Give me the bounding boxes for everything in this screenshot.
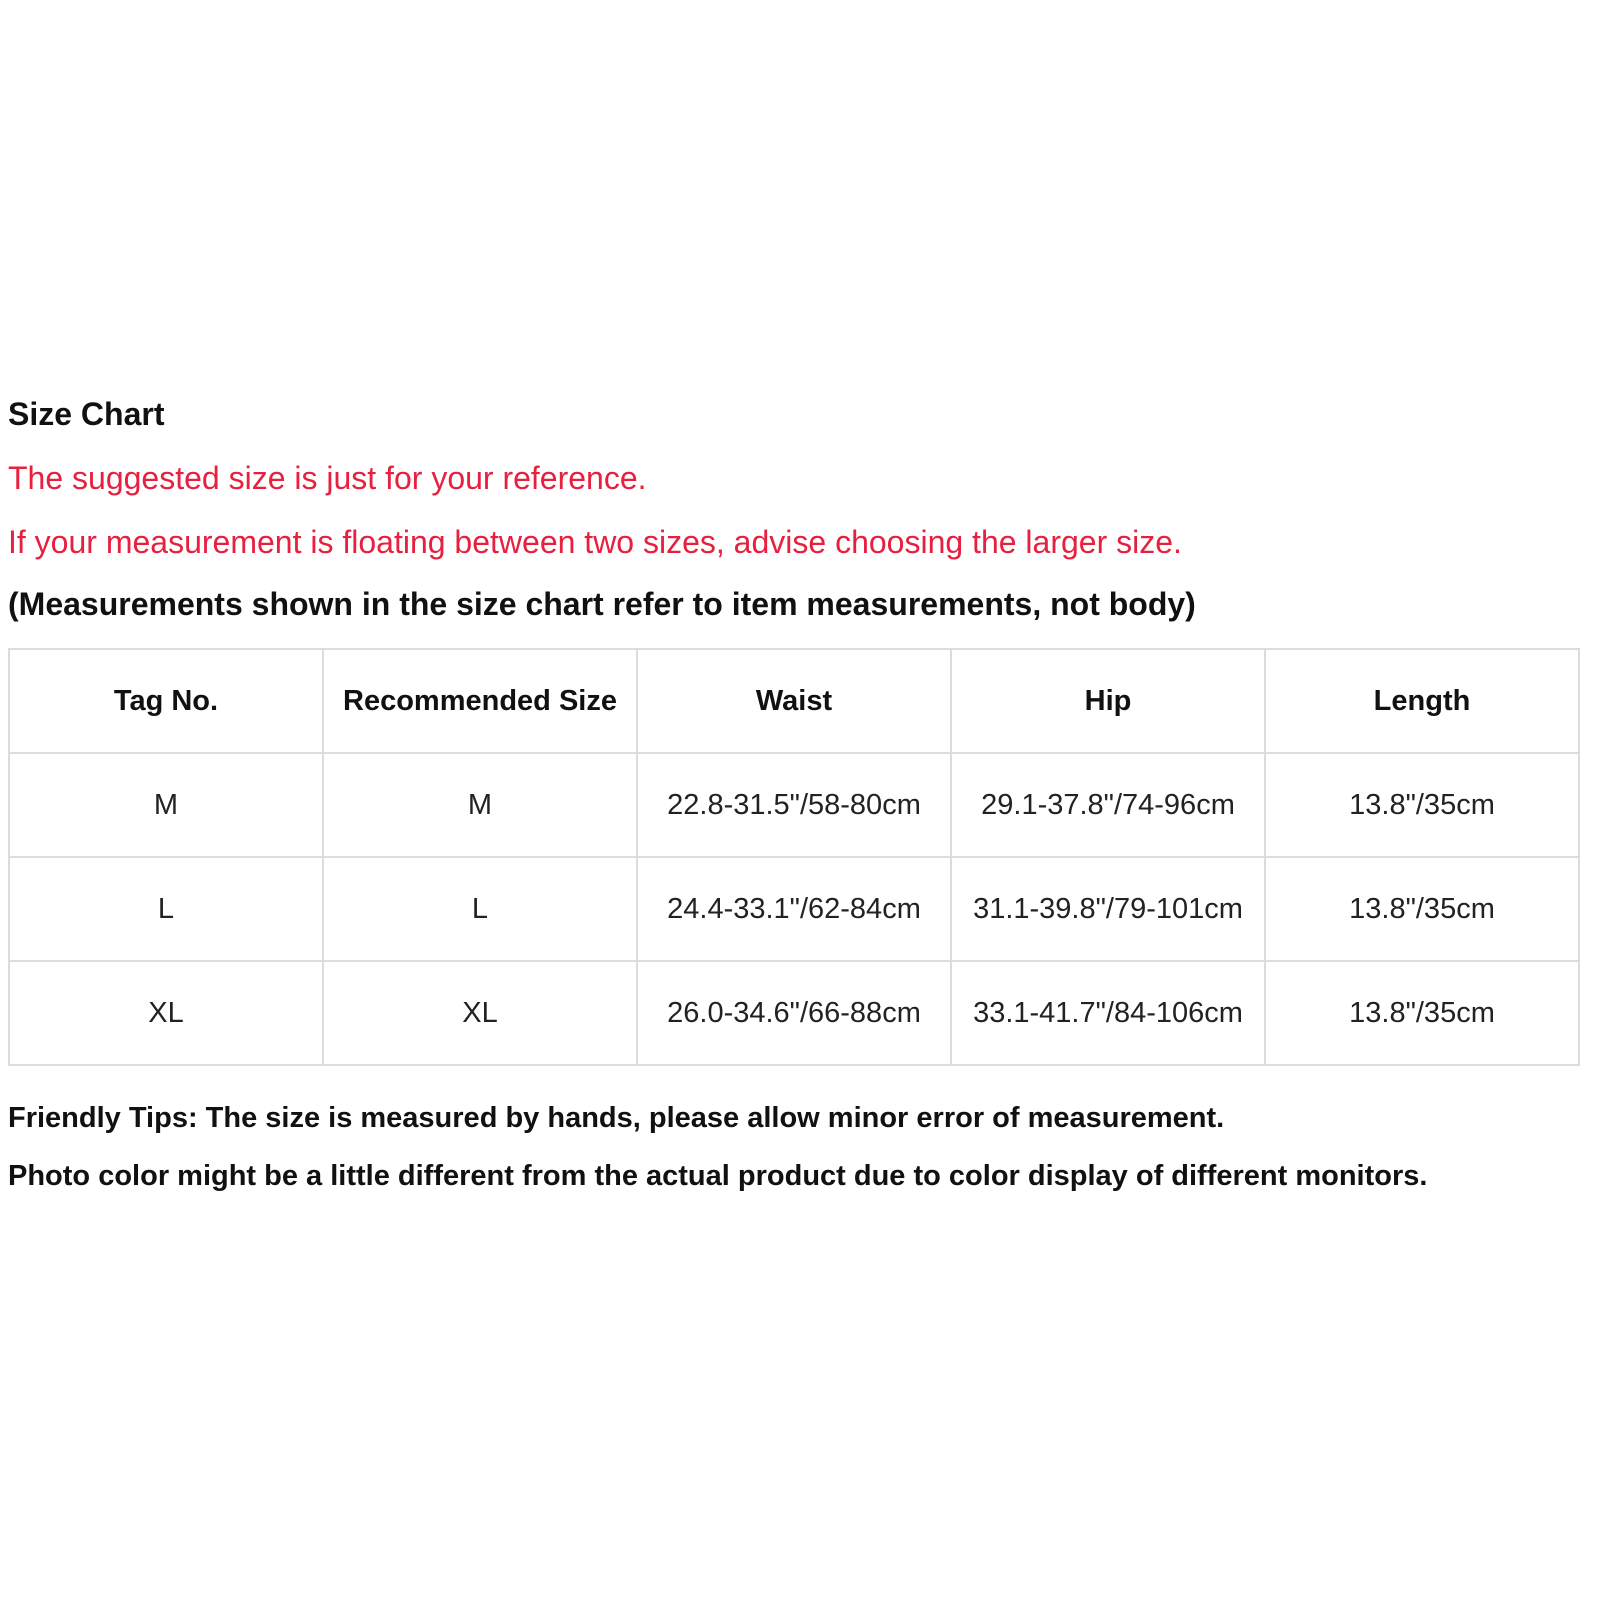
larger-size-note: If your measurement is floating between two sizes, advise choosing the larger size. [8,524,1182,560]
table-row [9,857,1579,961]
table-row [9,961,1579,1065]
cell-recommended-size: L [323,857,637,961]
size-chart-section [8,392,1588,1196]
header-recommended-size: Recommended Size [323,649,637,753]
photo-color-note: Photo color might be a little different from the actual product due to color display of different monitors. [8,1160,1428,1192]
cell-recommended-size: XL [323,961,637,1065]
table-row [9,753,1579,857]
friendly-tips: Friendly Tips: The size is measured by hands, please allow minor error of measurement. [8,1102,1225,1134]
size-table [8,648,1580,1066]
measurement-disclaimer: (Measurements shown in the size chart refer to item measurements, not body) [8,586,1196,622]
header-waist: Waist [637,649,951,753]
page-title: Size Chart [8,396,165,432]
cell-length: 13.8"/35cm [1265,857,1579,961]
cell-waist: 26.0-34.6"/66-88cm [637,961,951,1065]
cell-hip: 31.1-39.8"/79-101cm [951,857,1265,961]
header-hip: Hip [951,649,1265,753]
cell-tag-no: M [9,753,323,857]
cell-tag-no: L [9,857,323,961]
cell-hip: 33.1-41.7"/84-106cm [951,961,1265,1065]
cell-waist: 24.4-33.1"/62-84cm [637,857,951,961]
cell-recommended-size: M [323,753,637,857]
cell-tag-no: XL [9,961,323,1065]
header-tag-no: Tag No. [9,649,323,753]
header-length: Length [1265,649,1579,753]
cell-length: 13.8"/35cm [1265,753,1579,857]
table-header-row [9,649,1579,753]
cell-length: 13.8"/35cm [1265,961,1579,1065]
cell-waist: 22.8-31.5"/58-80cm [637,753,951,857]
cell-hip: 29.1-37.8"/74-96cm [951,753,1265,857]
reference-note: The suggested size is just for your reference. [8,460,647,496]
